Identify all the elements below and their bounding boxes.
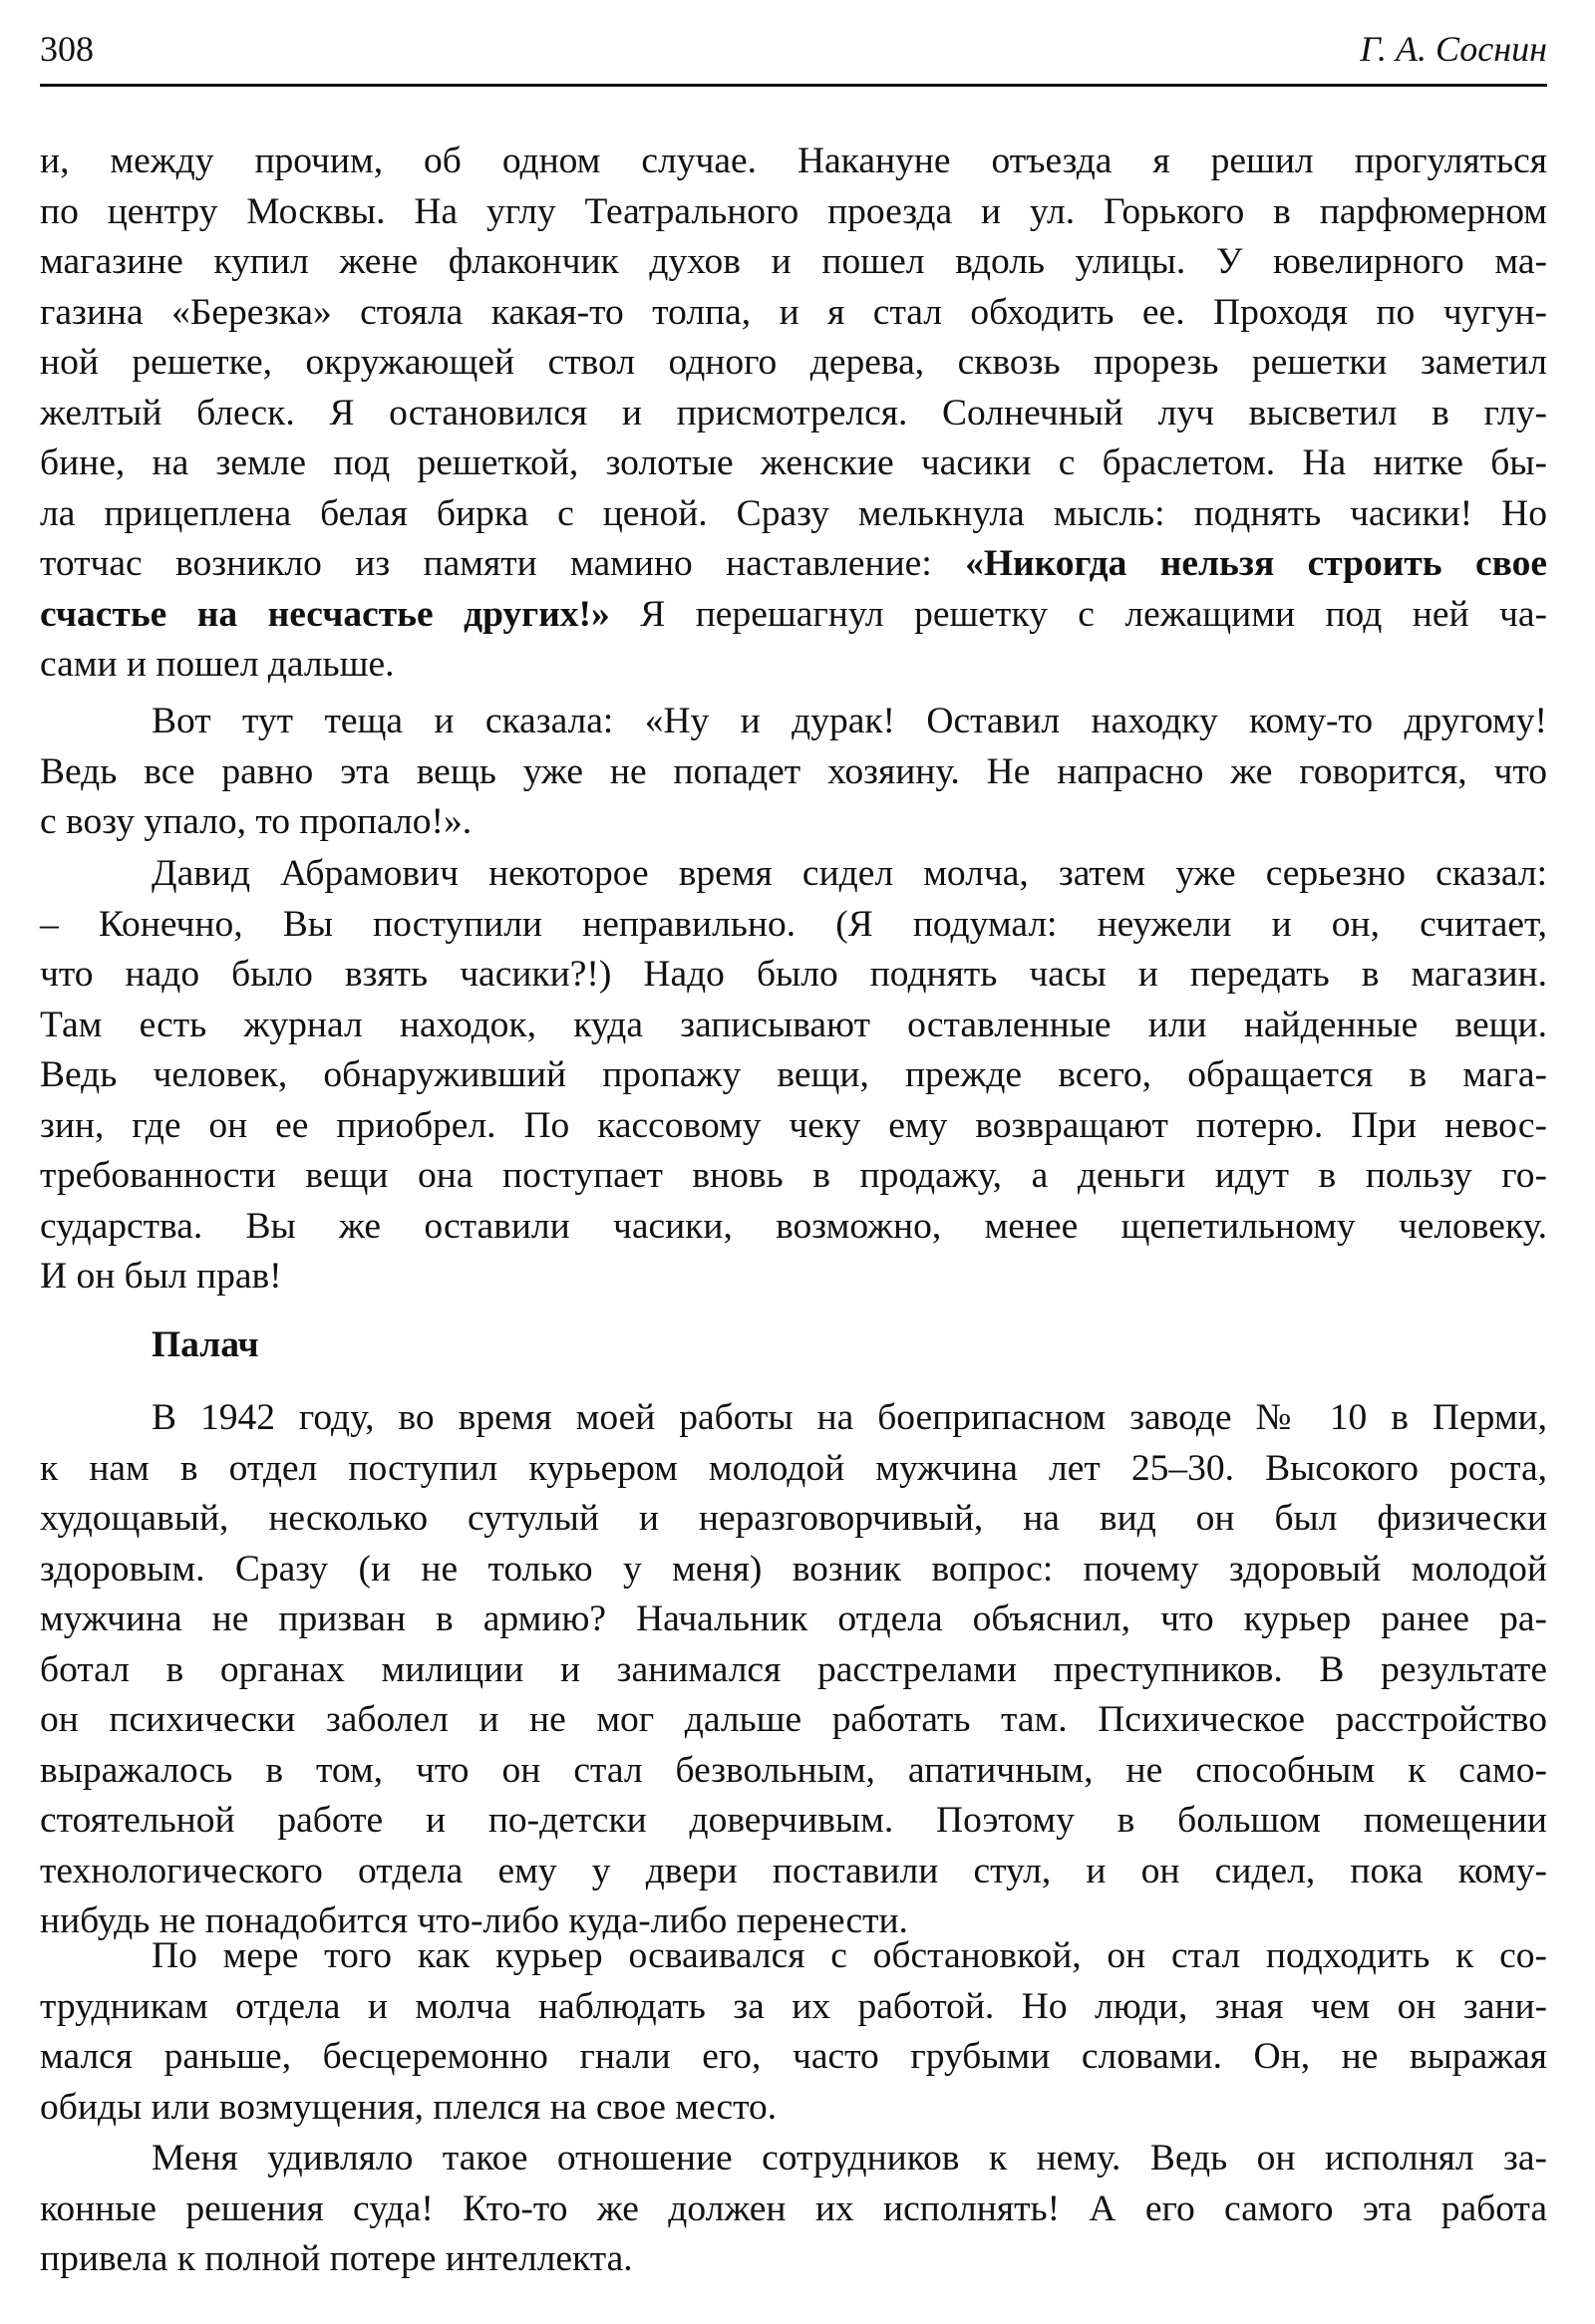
- text-line: ла прицеплена белая бирка с ценой. Сразу мелькнула мысль: поднять часики! Но: [40, 492, 1547, 534]
- text-line: мался раньше, бесцеремонно гнали его, часто грубыми словами. Он, не выражая: [40, 2036, 1547, 2077]
- text-line: [40, 539, 1547, 590]
- text-line: ботал в органах милиции и занимался расстрелами преступников. В результате: [40, 1648, 1547, 1690]
- running-head: Г. А. Соснин: [1360, 29, 1547, 69]
- text-line: Ведь человек, обнаруживший пропажу вещи, прежде всего, обращается в мага-: [40, 1054, 1547, 1095]
- text-line: мужчина не призван в армию? Начальник отдела объяснил, что курьер ранее ра-: [40, 1598, 1547, 1639]
- text-line: зин, где он ее приобрел. По кассовому чеку ему возвращают потерю. При невос-: [40, 1104, 1547, 1146]
- text-line: Давид Абрамович некоторое время сидел молча, затем уже серьезно сказал:: [152, 853, 1547, 894]
- text-line: привела к полной потере интеллекта.: [40, 2238, 633, 2279]
- text-line: обиды или возмущения, плелся на свое место.: [40, 2086, 778, 2128]
- text-line: [40, 590, 1547, 641]
- text-line: конные решения суда! Кто-то же должен их исполнять! А его самого эта работа: [40, 2187, 1547, 2229]
- text-line: газина «Березка» стояла какая-то толпа, и я стал обходить ее. Проходя по чугун-: [40, 291, 1547, 333]
- text-line: с возу упало, то пропало!».: [40, 801, 473, 842]
- text-line: желтый блеск. Я остановился и присмотрелся. Солнечный луч высветил в глу-: [40, 392, 1547, 434]
- paragraph: [40, 137, 1547, 691]
- section-heading: Палач: [152, 1324, 259, 1365]
- paragraph: [40, 1393, 1547, 1947]
- text-line: что надо было взять часики?!) Надо было поднять часы и передать в магазин.: [40, 954, 1547, 995]
- header-rule: [40, 84, 1547, 87]
- text-line: нибудь не понадобится что-либо куда-либо перенести.: [40, 1900, 908, 1941]
- bold-quote: «Никогда нельзя строить свое: [965, 543, 1547, 584]
- page-number: 308: [40, 29, 94, 69]
- text-line: бине, на земле под решеткой, золотые женские часики с браслетом. На нитке бы-: [40, 442, 1547, 483]
- text-line: магазине купил жене флакончик духов и пошел вдоль улицы. У ювелирного ма-: [40, 241, 1547, 282]
- text-line: Меня удивляло такое отношение сотрудников к нему. Ведь он исполнял за-: [152, 2138, 1547, 2179]
- text-line: выражалось в том, что он стал безвольным, апатичным, не способным к само-: [40, 1749, 1547, 1791]
- text-line: здоровым. Сразу (и не только у меня) возник вопрос: почему здоровый молодой: [40, 1548, 1547, 1590]
- text-line: худощавый, несколько сутулый и неразговорчивый, на вид он был физически: [40, 1498, 1547, 1539]
- text-line: по центру Москвы. На углу Театрального проезда и ул. Горького в парфюмерном: [40, 190, 1547, 232]
- text-line: ной решетке, окружающей ствол одного дерева, сквозь прорезь решетки заметил: [40, 342, 1547, 383]
- text-line: – Конечно, Вы поступили неправильно. (Я подумал: неужели и он, считает,: [40, 903, 1547, 945]
- text-line: И он был прав!: [40, 1256, 282, 1297]
- text-line: Ведь все равно эта вещь уже не попадет хозяину. Не напрасно же говорится, что: [40, 750, 1547, 792]
- text-line: он психически заболел и не мог дальше работать там. Психическое расстройство: [40, 1699, 1547, 1740]
- text-segment: Я перешагнул решетку с лежащими под ней ча-: [609, 593, 1547, 635]
- text-line: По мере того как курьер осваивался с обстановкой, он стал подходить к со-: [152, 1935, 1547, 1976]
- paragraph: [40, 2134, 1547, 2285]
- paragraph: [40, 1931, 1547, 2133]
- text-segment: тотчас возникло из памяти мамино наставление:: [40, 543, 966, 584]
- text-line: В 1942 году, во время моей работы на боеприпасном заводе № 10 в Перми,: [152, 1397, 1547, 1438]
- text-line: стоятельной работе и по-детски доверчивым. Поэтому в большом помещении: [40, 1800, 1547, 1841]
- paragraph: [40, 849, 1547, 1303]
- text-line: трудникам отдела и молча наблюдать за их работой. Но люди, зная чем он зани-: [40, 1985, 1547, 2027]
- text-line: Там есть журнал находок, куда записывают оставленные или найденные вещи.: [40, 1004, 1547, 1045]
- text-line: сами и пошел дальше.: [40, 644, 395, 685]
- paragraph: [40, 697, 1547, 848]
- text-line: требованности вещи она поступает вновь в продажу, а деньги идут в пользу го-: [40, 1155, 1547, 1196]
- bold-quote: счастье на несчастье других!»: [40, 593, 610, 635]
- text-line: к нам в отдел поступил курьером молодой мужчина лет 25–30. Высокого роста,: [40, 1447, 1547, 1489]
- text-line: сударства. Вы же оставили часики, возможно, менее щепетильному человеку.: [40, 1205, 1547, 1247]
- text-line: Вот тут теща и сказала: «Ну и дурак! Оставил находку кому-то другому!: [152, 701, 1547, 741]
- text-line: и, между прочим, об одном случае. Накануне отъезда я решил прогуляться: [40, 141, 1547, 181]
- text-line: технологического отдела ему у двери поставили стул, и он сидел, пока кому-: [40, 1850, 1547, 1891]
